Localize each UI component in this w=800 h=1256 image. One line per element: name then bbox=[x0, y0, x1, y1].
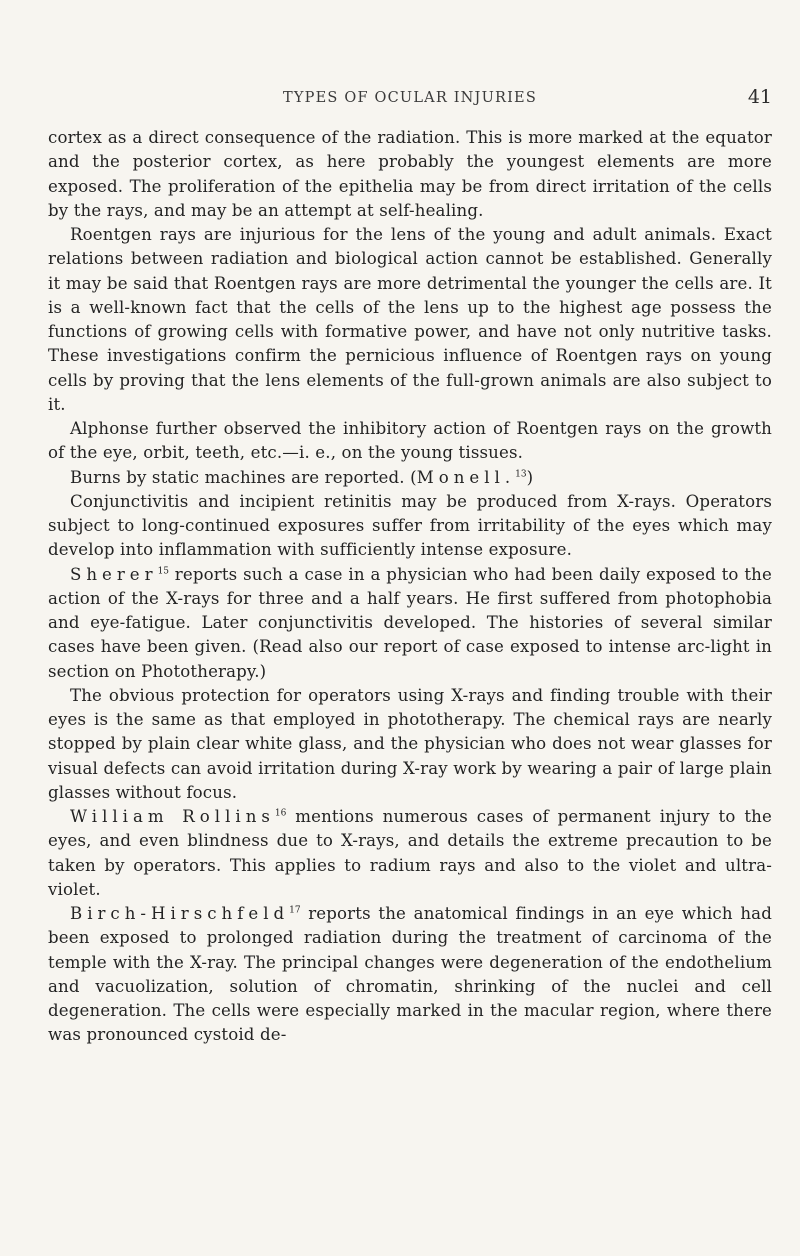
paragraph-5: Conjunctivitis and incipient retinitis may be produced from X-rays. Operators subject to long-continued exposures suffer from irritability of the eyes which may develop into inflammation with sufficiently intense exposure. bbox=[48, 491, 772, 560]
paragraph-7: The obvious protection for operators using X-rays and finding trouble with their eyes is the same as that employed in phototherapy. The chemical rays are nearly stopped by plain clear white glass, and the physician who does not wear glasses for visual defects can avoid irritation during X-ray work by wearing a pair of large plain glasses without focus. bbox=[48, 685, 772, 802]
author-sherer: Sherer bbox=[70, 564, 158, 584]
paragraph-6 bbox=[48, 563, 772, 684]
paragraph-4 bbox=[48, 466, 772, 490]
paragraph-2: Roentgen rays are injurious for the lens of the young and adult animals. Exact relations between radiation and biological action cannot be established. Generally it may be said that Roentgen rays are more detrimental the younger the cells are. It is a well-known fact that the cells of the lens up to the highest age possess the functions of growing cells with formative power, and have not only nutritive tasks. These investigations confirm the pernicious influence of Roentgen rays on young cells by proving that the lens elements of the full-grown animals are also subject to it. bbox=[48, 225, 772, 414]
paragraph-6-text: reports such a case in a physician who had been daily exposed to the action of the X-rays for three and a half years. He first suffered from photophobia and eye-fatigue. Later conjunctivitis developed. The histories of several similar cases have been given. (Read also our report of case exposed to intense arc-light in section on Phototherapy.) bbox=[48, 564, 772, 681]
author-rollins: William Rollins bbox=[70, 807, 275, 826]
running-head: TYPES OF OCULAR INJURIES bbox=[283, 90, 537, 106]
reference-17: 17 bbox=[289, 905, 301, 916]
page-number: 41 bbox=[747, 86, 772, 108]
reference-16: 16 bbox=[274, 808, 287, 819]
page-header bbox=[48, 88, 772, 112]
reference-15: 15 bbox=[157, 565, 170, 576]
reference-13: 13 bbox=[515, 468, 527, 479]
author-birch-hirschfeld: Birch-Hirschfeld bbox=[70, 904, 290, 923]
paragraph-4-close: ) bbox=[526, 467, 534, 487]
paragraph-9-text: reports the anatomical findings in an eye which had been exposed to prolonged radiation during the treatment of carcinoma of the temple with the X-ray. The principal changes were degeneration of the endothelium and vacuolization, solution of chromatin, shrinking of the nuclei and cell degeneration. The cells were especially marked in the macular region, where there was pronounced cystoid de- bbox=[48, 904, 772, 1045]
paragraph-1: cortex as a direct consequence of the radiation. This is more marked at the equator and the posterior cortex, as here probably the youngest elements are more exposed. The proliferation of the epithelia may be from direct irritation of the cells by the rays, and may be an attempt at self-healing. bbox=[48, 128, 772, 220]
author-monell: Monell. bbox=[416, 467, 516, 487]
paragraph-4-text: Burns by static machines are reported. ( bbox=[70, 467, 417, 487]
paragraph-8-text: mentions numerous cases of permanent injury to the eyes, and even blindness due to X-rays, and details the extreme precaution to be taken by operators. This applies to radium rays and also to the violet and ultra-violet. bbox=[48, 807, 772, 899]
body-text bbox=[48, 126, 772, 1048]
paragraph-9 bbox=[48, 902, 772, 1048]
paragraph-8 bbox=[48, 805, 772, 902]
paragraph-3: Alphonse further observed the inhibitory action of Roentgen rays on the growth of the eye, orbit, teeth, etc.—i. e., on the young tissues. bbox=[48, 419, 772, 463]
